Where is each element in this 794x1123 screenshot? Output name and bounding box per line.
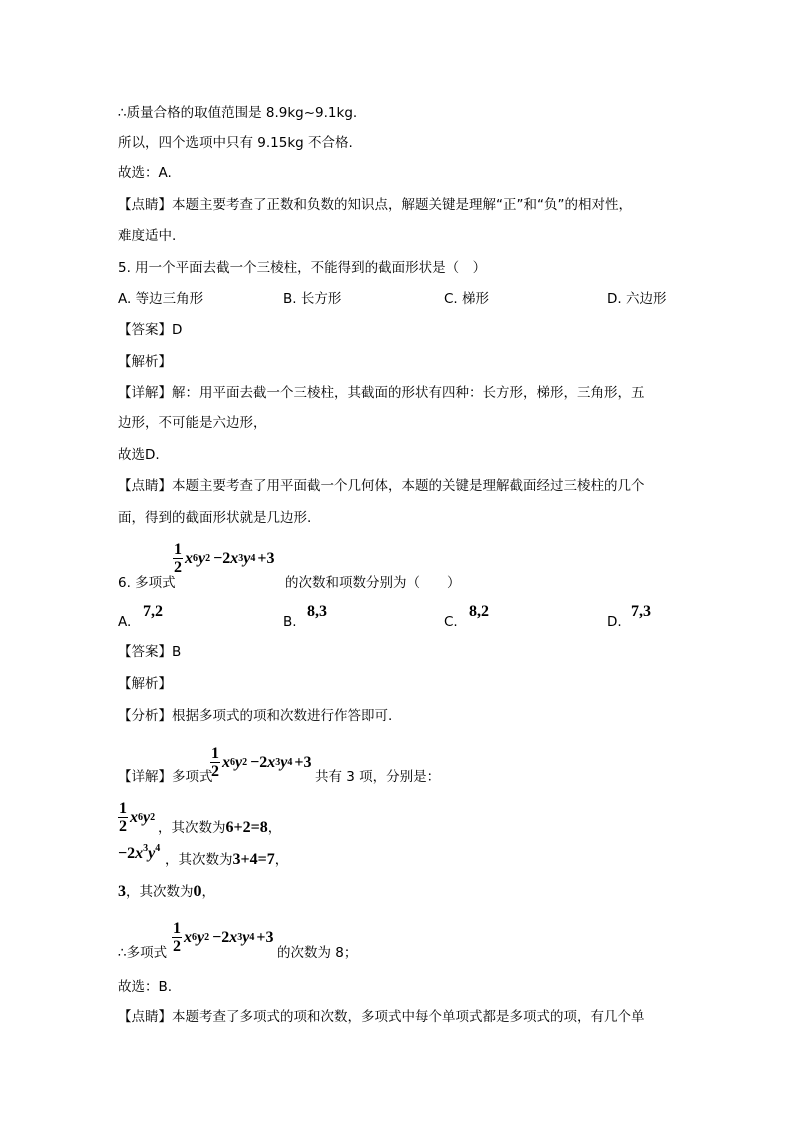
var: y	[235, 753, 243, 771]
option-text: 梯形	[462, 291, 490, 307]
text-line: 所以，四个选项中只有 9.15kg 不合格.	[118, 135, 353, 151]
fraction	[210, 745, 220, 780]
conclusion-suffix: 的次数为 8；	[277, 945, 358, 961]
q6-option-a-letter: A.	[118, 614, 132, 630]
q5-option-b	[283, 291, 341, 307]
question-6-suffix: 的次数和项数分别为（ ）	[285, 575, 461, 591]
term-3-degree	[118, 884, 215, 900]
text: ，	[201, 884, 215, 900]
q6-option-d-value: 7,3	[631, 603, 651, 620]
q6-options	[0, 604, 794, 634]
numerator: 1	[174, 541, 182, 558]
term-2-degree	[165, 852, 288, 868]
coef: −2	[212, 928, 230, 946]
option-letter: D.	[607, 291, 622, 307]
var: y	[243, 549, 251, 567]
text-line: ∴质量合格的取值范围是 8.9kg~9.1kg.	[118, 105, 358, 121]
text: ，其次数为	[158, 820, 226, 836]
q6-option-a-value: 7,2	[143, 603, 163, 620]
var: x	[222, 753, 230, 771]
var: x	[184, 928, 192, 946]
term-1-formula: $\frac{1}{2}$ x 6 y 2	[119, 800, 156, 835]
option-letter: A.	[118, 291, 132, 307]
fraction	[118, 800, 128, 835]
fraction	[172, 920, 182, 955]
denominator: 2	[119, 818, 127, 835]
text-line: 【点睛】本题主要考查了用平面截一个几何体，本题的关键是理解截面经过三棱柱的几个	[118, 478, 645, 494]
constant: +3	[294, 753, 312, 771]
q5-answer: 【答案】D	[118, 322, 183, 338]
numerator: 1	[211, 745, 219, 762]
option-letter: B.	[283, 291, 297, 307]
denominator: 2	[173, 938, 181, 955]
var: y	[148, 845, 156, 862]
option-text: 等边三角形	[135, 291, 204, 307]
polynomial-formula: $\frac{1}{2}$ x 6 y 2 −2 x 3 y 4 +3	[211, 745, 312, 780]
exp: 4	[155, 843, 161, 854]
q6-option-b-value: 8,3	[307, 603, 327, 620]
text-line: 边形，不可能是六边形，	[118, 415, 267, 431]
var: y	[242, 928, 250, 946]
text-line: 故选：A.	[118, 165, 172, 181]
q5-option-c	[444, 291, 489, 307]
text-line: 【分析】根据多项式的项和次数进行作答即可.	[118, 708, 393, 724]
conclusion-prefix: ∴多项式	[118, 945, 168, 961]
var: y	[197, 928, 205, 946]
var: y	[143, 808, 151, 826]
term: 3	[118, 883, 126, 900]
var: x	[130, 808, 138, 826]
q5-option-a	[118, 291, 203, 307]
text-line: 难度适中.	[118, 228, 177, 244]
var: x	[230, 549, 239, 567]
question-5: 5. 用一个平面去截一个三棱柱，不能得到的截面形状是（ ）	[118, 260, 487, 276]
term-1-degree	[158, 820, 281, 836]
var: x	[185, 549, 193, 567]
option-text: 六边形	[625, 291, 667, 307]
text-line: 【点睛】本题考查了多项式的项和次数，多项式中每个单项式都是多项式的项，有几个单	[118, 1009, 645, 1025]
q5-analysis-heading: 【解析】	[118, 354, 172, 370]
coef: −2	[213, 549, 231, 567]
coef: −2	[118, 845, 136, 862]
fraction	[173, 541, 183, 576]
calc: 0	[193, 883, 202, 900]
option-text: 长方形	[300, 291, 342, 307]
text-line: 【点睛】本题主要考查了正数和负数的知识点，解题关键是理解“正”和“负”的相对性，	[118, 197, 632, 213]
var: y	[198, 549, 206, 567]
var: x	[267, 753, 276, 771]
denominator: 2	[211, 763, 219, 780]
constant: +3	[257, 549, 275, 567]
var: y	[280, 753, 288, 771]
q6-answer: 【答案】B	[118, 644, 182, 660]
text-line: 面，得到的截面形状就是几边形.	[118, 510, 312, 526]
denominator: 2	[174, 559, 182, 576]
text-line: 故选：B.	[118, 979, 173, 995]
text: ，其次数为	[165, 852, 233, 868]
q6-option-b-letter: B.	[283, 614, 297, 630]
detail-prefix: 【详解】多项式	[118, 769, 213, 785]
q6-analysis-heading: 【解析】	[118, 676, 172, 692]
question-6-prefix: 6. 多项式	[118, 575, 176, 591]
text: ，其次数为	[126, 884, 194, 900]
polynomial-formula: $\frac{1}{2}$ x 6 y 2 −2 x 3 y 4 +3	[173, 920, 274, 955]
q6-option-d-letter: D.	[607, 614, 622, 630]
polynomial-formula: $\frac{1}{2}$ x 6 y 2 −2 x 3 y 4 +3	[174, 541, 275, 576]
option-letter: C.	[444, 291, 458, 307]
text: ，	[267, 820, 282, 836]
q6-option-c-value: 8,2	[469, 603, 489, 620]
var: x	[135, 845, 144, 862]
constant: +3	[256, 928, 274, 946]
q6-option-c-letter: C.	[444, 614, 458, 630]
q5-option-d	[607, 291, 666, 307]
calc: 3+4=7	[232, 851, 275, 868]
coef: −2	[250, 753, 268, 771]
numerator: 1	[119, 800, 127, 817]
exp: 3	[143, 843, 149, 854]
text: ，	[274, 852, 289, 868]
var: x	[229, 928, 238, 946]
numerator: 1	[173, 920, 181, 937]
calc: 6+2=8	[225, 819, 268, 836]
term-2-formula	[118, 843, 161, 862]
text-line: 故选D.	[118, 447, 160, 463]
detail-suffix: 共有 3 项，分别是：	[315, 769, 441, 785]
text-line: 【详解】解：用平面去截一个三棱柱，其截面的形状有四种：长方形，梯形，三角形，五	[118, 385, 645, 401]
